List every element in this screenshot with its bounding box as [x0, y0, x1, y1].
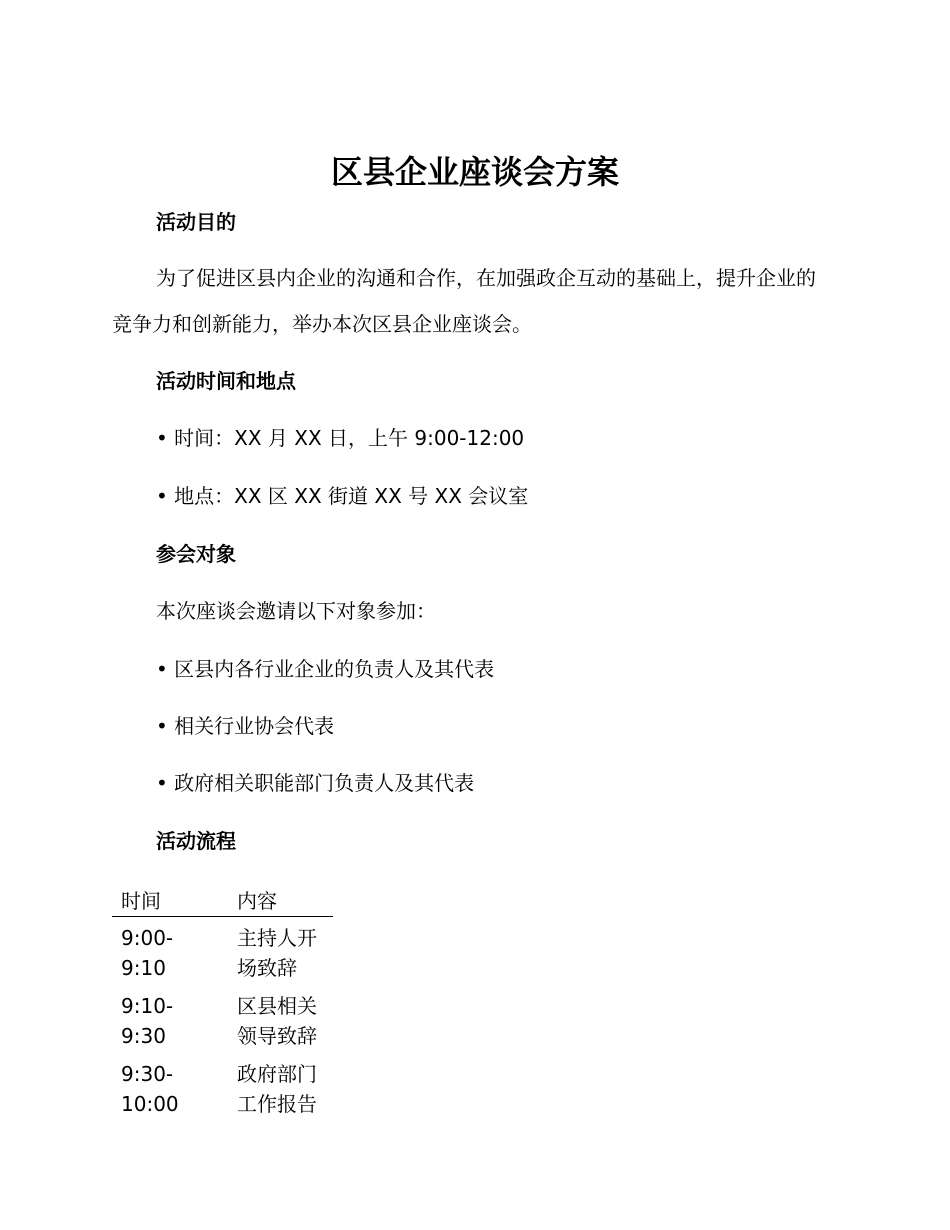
- heading-process: 活动流程: [156, 829, 236, 853]
- header-time: 时间: [112, 884, 228, 917]
- cell-time: 9:00-9:10: [121, 926, 174, 980]
- table-header-row: [112, 884, 333, 917]
- participant-item: • 区县内各行业企业的负责人及其代表: [156, 657, 495, 681]
- header-content: 内容: [228, 884, 333, 917]
- table-row: [112, 1053, 333, 1121]
- schedule-table: [112, 884, 333, 1121]
- cell-content: 政府部门工作报告: [237, 1062, 317, 1116]
- cell-content: 主持人开场致辞: [237, 926, 317, 980]
- document-title: 区县企业座谈会方案: [330, 153, 619, 191]
- participants-intro: 本次座谈会邀请以下对象参加：: [156, 599, 436, 623]
- participant-item: • 相关行业协会代表: [156, 714, 335, 738]
- participant-item: • 政府相关职能部门负责人及其代表: [156, 771, 475, 795]
- heading-purpose: 活动目的: [156, 210, 236, 234]
- heading-time-place: 活动时间和地点: [156, 369, 296, 393]
- table-row: [112, 917, 333, 986]
- heading-participants: 参会对象: [156, 542, 236, 566]
- cell-time: 9:10-9:30: [121, 994, 174, 1048]
- cell-time: 9:30-10:00: [121, 1062, 179, 1116]
- cell-content: 区县相关领导致辞: [237, 994, 317, 1048]
- place-line: • 地点：XX 区 XX 街道 XX 号 XX 会议室: [156, 484, 529, 508]
- table-row: [112, 985, 333, 1053]
- purpose-paragraph: 为了促进区县内企业的沟通和合作，在加强政企互动的基础上，提升企业的竞争力和创新能力，举办本次区县企业座谈会。: [112, 266, 816, 336]
- time-line: • 时间：XX 月 XX 日，上午 9:00-12:00: [156, 426, 525, 450]
